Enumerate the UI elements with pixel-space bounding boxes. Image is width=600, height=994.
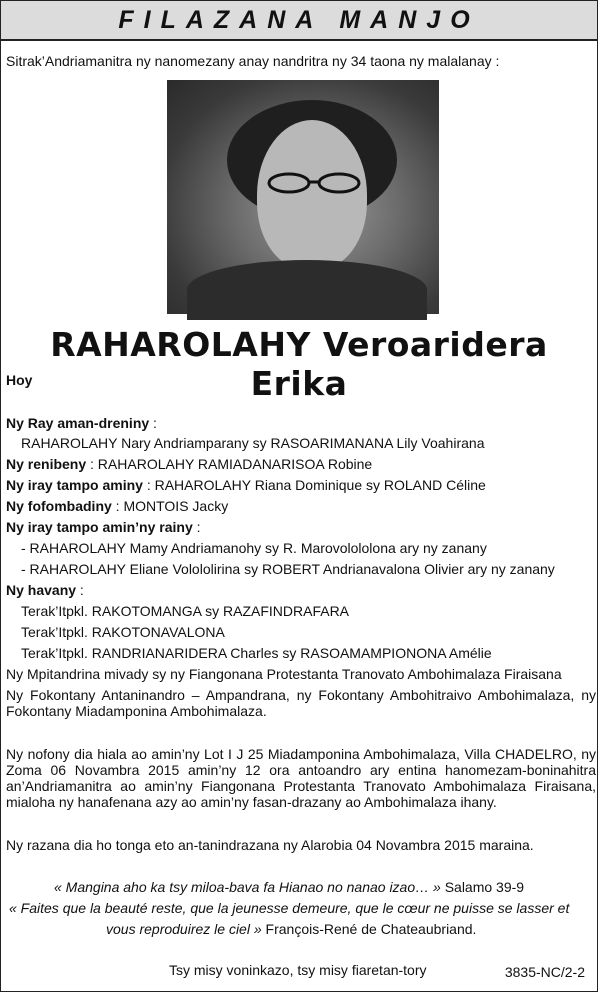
godmother-line xyxy=(6,498,228,514)
church-line: Ny Mpitandrina mivady sy ny Fiangonana Protestanta Tranovato Ambohimalaza Firaisana xyxy=(6,666,562,682)
quote-psalm xyxy=(54,879,524,895)
parents-value: RAHAROLAHY Nary Andriamparany sy RASOARIMANANA Lily Voahirana xyxy=(21,435,485,451)
godmother-value: : MONTOIS Jacky xyxy=(111,498,229,514)
godmother-label: Ny fofombadiny xyxy=(6,498,112,514)
hoy-label: Hoy xyxy=(6,372,33,388)
quote-chateaubriand-source: François-René de Chateaubriand. xyxy=(261,921,477,937)
shoulders-shape xyxy=(187,260,427,320)
list-item: - RAHAROLAHY Mamy Andriamanohy sy R. Marovolololona ary ny zanany xyxy=(21,540,487,556)
parents-label: Ny Ray aman-dreniny xyxy=(6,415,150,431)
deceased-name: RAHAROLAHY Veroaridera Erika xyxy=(50,325,548,403)
grandmother-label: Ny renibeny xyxy=(6,456,87,472)
quote-psalm-text: « Mangina aho ka tsy miloa-bava fa Hianao no nanao izao… » xyxy=(54,879,441,895)
portrait-photo xyxy=(167,80,439,314)
quote-psalm-source: Salamo 39-9 xyxy=(440,879,525,895)
notice-header: FILAZANA MANJO xyxy=(1,1,597,41)
list-item: Terak’Itpkl. RAKOTONAVALONA xyxy=(21,624,225,640)
relatives-separator: : xyxy=(76,582,84,598)
fokontany-paragraph: Ny Fokontany Antaninandro – Ampandrana, ny Fokontany Ambohitraivo Ambohimalaza, ny Fokontany Miadamponina Ambohimalaza. xyxy=(6,687,596,719)
face-shape xyxy=(257,120,367,270)
reference-code: 3835-NC/2-2 xyxy=(504,964,585,980)
siblings-label: Ny iray tampo aminy xyxy=(6,477,143,493)
intro-text: Sitrak’Andriamanitra ny nanomezany anay nandritra ny 34 taona ny malalanay : xyxy=(6,53,500,69)
parents-separator: : xyxy=(149,415,157,431)
parents-heading xyxy=(6,415,157,431)
list-item: Terak’Itpkl. RANDRIANARIDERA Charles sy RASOAMAMPIONONA Amélie xyxy=(21,645,492,661)
quote-chateaubriand-text: vous reproduirez le ciel » xyxy=(106,921,262,937)
siblings-value: : RAHAROLAHY Riana Dominique sy ROLAND Céline xyxy=(142,477,486,493)
father-siblings-separator: : xyxy=(192,519,201,535)
grandmother-line xyxy=(6,456,372,472)
list-item: Terak’Itpkl. RAKOTOMANGA sy RAZAFINDRAFARA xyxy=(21,603,350,619)
list-item: - RAHAROLAHY Eliane Volololirina sy ROBERT Andrianavalona Olivier ary ny zanany xyxy=(21,561,555,577)
closing-line: Tsy misy voninkazo, tsy misy fiaretan-tory xyxy=(169,962,427,978)
grandmother-value: : RAHAROLAHY RAMIADANARISOA Robine xyxy=(86,456,373,472)
father-siblings-label: Ny iray tampo amin’ny rainy xyxy=(6,519,193,535)
relatives-label: Ny havany xyxy=(6,582,77,598)
siblings-line xyxy=(6,477,486,493)
quote-chateaubriand-line2 xyxy=(106,921,476,937)
quote-chateaubriand-line1: « Faites que la beauté reste, que la jeunesse demeure, que le cœur ne puisse se lasser et xyxy=(9,900,570,916)
death-line: Ny razana dia ho tonga eto an-tanindrazana ny Alarobia 04 Novambra 2015 maraina. xyxy=(6,837,534,853)
funeral-paragraph: Ny nofony dia hiala ao amin’ny Lot I J 25 Miadamponina Ambohimalaza, Villa CHADELRO, ny Zoma 06 Novambra 2015 amin’ny 12 ora antoandro ary entina hanomezam-boninahitra an’Andriamanitra ao amin’ny Fiangonana Protestanta Tranovato Ambohimalaza Firaisana, mialoha ny hanafenana azy ao amin’ny fasan-drazany ao Ambohimalaza ihany. xyxy=(6,746,596,810)
father-siblings-heading xyxy=(6,519,201,535)
glasses-icon xyxy=(265,172,365,194)
relatives-heading xyxy=(6,582,84,598)
